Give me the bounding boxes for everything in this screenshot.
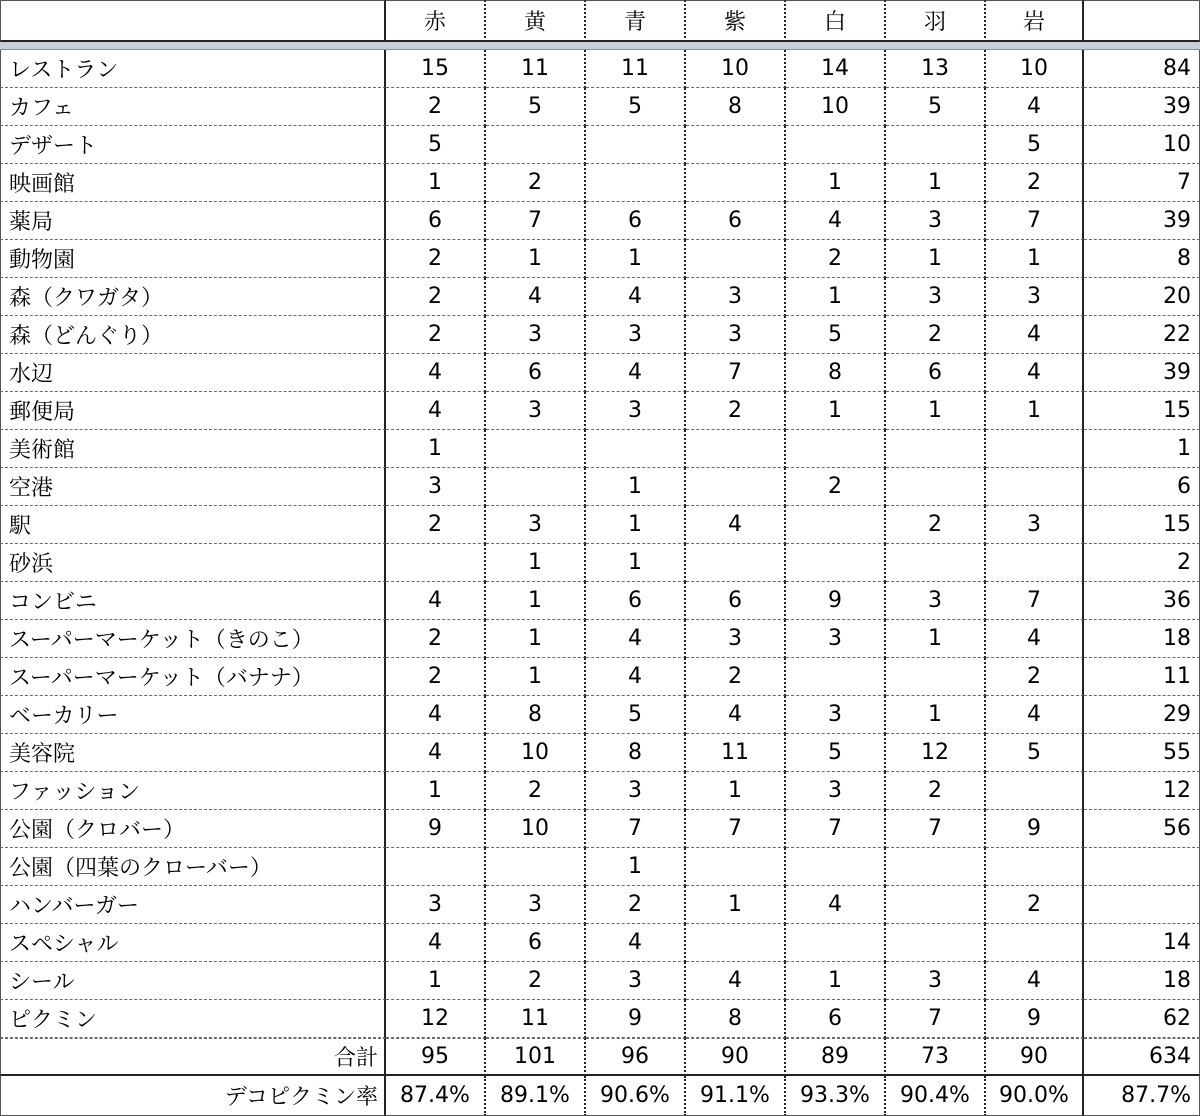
count-cell[interactable] xyxy=(586,164,686,202)
table-row xyxy=(0,962,1200,1000)
count-cell[interactable]: 3 xyxy=(886,582,986,620)
count-cell[interactable]: 9 xyxy=(986,810,1084,848)
count-cell[interactable]: 7 xyxy=(486,202,586,240)
count-cell[interactable]: 14 xyxy=(786,50,886,88)
table-row xyxy=(0,810,1200,848)
count-cell[interactable]: 11 xyxy=(686,734,786,772)
count-cell[interactable] xyxy=(786,506,886,544)
count-cell[interactable]: 5 xyxy=(986,126,1084,164)
count-cell[interactable]: 3 xyxy=(386,886,486,924)
count-cell[interactable]: 1 xyxy=(586,506,686,544)
count-cell[interactable]: 3 xyxy=(586,772,686,810)
count-cell[interactable] xyxy=(886,886,986,924)
row-label-cell[interactable]: 空港 xyxy=(0,468,386,506)
count-cell[interactable] xyxy=(486,430,586,468)
count-cell[interactable]: 11 xyxy=(586,50,686,88)
sum-cell[interactable]: 73 xyxy=(886,1038,986,1076)
count-cell[interactable] xyxy=(486,468,586,506)
count-cell[interactable]: 10 xyxy=(686,50,786,88)
count-cell[interactable]: 4 xyxy=(786,886,886,924)
count-cell[interactable]: 4 xyxy=(386,392,486,430)
count-cell[interactable] xyxy=(686,240,786,278)
count-cell[interactable]: 2 xyxy=(986,164,1084,202)
count-cell[interactable]: 3 xyxy=(486,316,586,354)
count-cell[interactable]: 2 xyxy=(486,962,586,1000)
count-cell[interactable]: 4 xyxy=(686,506,786,544)
count-cell[interactable]: 1 xyxy=(586,848,686,886)
count-cell[interactable]: 4 xyxy=(686,696,786,734)
row-total-cell[interactable]: 7 xyxy=(1084,164,1200,202)
count-cell[interactable] xyxy=(686,468,786,506)
count-cell[interactable]: 1 xyxy=(886,392,986,430)
count-cell[interactable]: 4 xyxy=(386,696,486,734)
row-total-cell[interactable]: 8 xyxy=(1084,240,1200,278)
table-row xyxy=(0,240,1200,278)
count-cell[interactable]: 1 xyxy=(386,772,486,810)
count-cell[interactable]: 4 xyxy=(586,658,686,696)
count-cell[interactable]: 4 xyxy=(586,354,686,392)
count-cell[interactable]: 4 xyxy=(986,354,1084,392)
row-total-cell[interactable]: 18 xyxy=(1084,620,1200,658)
count-cell[interactable] xyxy=(686,126,786,164)
count-cell[interactable] xyxy=(686,430,786,468)
row-total-cell[interactable]: 1 xyxy=(1084,430,1200,468)
row-total-cell[interactable]: 6 xyxy=(1084,468,1200,506)
count-cell[interactable]: 2 xyxy=(386,316,486,354)
row-label-cell[interactable]: 砂浜 xyxy=(0,544,386,582)
count-cell[interactable]: 1 xyxy=(386,430,486,468)
count-cell[interactable] xyxy=(886,430,986,468)
count-cell[interactable] xyxy=(386,848,486,886)
count-cell[interactable] xyxy=(486,848,586,886)
count-cell[interactable] xyxy=(986,468,1084,506)
count-cell[interactable] xyxy=(786,126,886,164)
count-cell[interactable] xyxy=(886,544,986,582)
count-cell[interactable]: 3 xyxy=(786,772,886,810)
row-label-cell[interactable]: スーパーマーケット（きのこ） xyxy=(0,620,386,658)
table-row xyxy=(0,392,1200,430)
count-cell[interactable]: 6 xyxy=(486,354,586,392)
count-cell[interactable]: 5 xyxy=(786,316,886,354)
count-cell[interactable]: 6 xyxy=(386,202,486,240)
count-cell[interactable]: 3 xyxy=(886,962,986,1000)
rate-cell[interactable]: 90.6% xyxy=(586,1076,686,1116)
count-cell[interactable]: 5 xyxy=(586,696,686,734)
table-row xyxy=(0,468,1200,506)
column-header[interactable]: 黄 xyxy=(486,0,586,42)
count-cell[interactable]: 1 xyxy=(486,620,586,658)
sum-cell[interactable]: 90 xyxy=(986,1038,1084,1076)
count-cell[interactable]: 6 xyxy=(486,924,586,962)
count-cell[interactable]: 10 xyxy=(786,88,886,126)
row-total-cell[interactable]: 39 xyxy=(1084,202,1200,240)
column-header[interactable]: 赤 xyxy=(386,0,486,42)
count-cell[interactable]: 1 xyxy=(886,164,986,202)
row-total-cell[interactable]: 2 xyxy=(1084,544,1200,582)
table-row xyxy=(0,506,1200,544)
count-cell[interactable]: 7 xyxy=(786,810,886,848)
row-total-cell[interactable]: 11 xyxy=(1084,658,1200,696)
count-cell[interactable]: 7 xyxy=(886,1000,986,1038)
row-total-cell[interactable]: 84 xyxy=(1084,50,1200,88)
row-label-cell[interactable]: 薬局 xyxy=(0,202,386,240)
sum-cell[interactable]: 90 xyxy=(686,1038,786,1076)
count-cell[interactable]: 6 xyxy=(786,1000,886,1038)
row-label-cell[interactable]: 公園（四葉のクローバー） xyxy=(0,848,386,886)
row-total-cell[interactable]: 18 xyxy=(1084,962,1200,1000)
rate-label-cell[interactable]: デコピクミン率 xyxy=(0,1076,386,1116)
count-cell[interactable]: 10 xyxy=(486,734,586,772)
count-cell[interactable]: 4 xyxy=(986,316,1084,354)
count-cell[interactable] xyxy=(686,924,786,962)
row-label-cell[interactable]: 水辺 xyxy=(0,354,386,392)
grand-total-cell[interactable]: 634 xyxy=(1084,1038,1200,1076)
row-total-cell[interactable]: 22 xyxy=(1084,316,1200,354)
count-cell[interactable]: 9 xyxy=(786,582,886,620)
total-column-header[interactable] xyxy=(1084,0,1200,42)
count-cell[interactable]: 4 xyxy=(486,278,586,316)
row-label-cell[interactable]: 美術館 xyxy=(0,430,386,468)
freeze-pane-divider[interactable] xyxy=(0,42,1200,50)
count-cell[interactable]: 1 xyxy=(986,392,1084,430)
row-label-cell[interactable]: ベーカリー xyxy=(0,696,386,734)
row-total-cell[interactable]: 15 xyxy=(1084,506,1200,544)
count-cell[interactable]: 1 xyxy=(886,696,986,734)
count-cell[interactable]: 8 xyxy=(586,734,686,772)
count-cell[interactable]: 7 xyxy=(986,582,1084,620)
count-cell[interactable] xyxy=(886,848,986,886)
count-cell[interactable]: 2 xyxy=(386,240,486,278)
count-cell[interactable]: 6 xyxy=(586,582,686,620)
sum-cell[interactable]: 96 xyxy=(586,1038,686,1076)
count-cell[interactable]: 5 xyxy=(386,126,486,164)
count-cell[interactable]: 7 xyxy=(586,810,686,848)
count-cell[interactable]: 3 xyxy=(686,620,786,658)
count-cell[interactable]: 1 xyxy=(786,278,886,316)
rate-row xyxy=(0,1076,1200,1116)
count-cell[interactable]: 2 xyxy=(686,392,786,430)
count-cell[interactable] xyxy=(786,658,886,696)
count-cell[interactable]: 7 xyxy=(986,202,1084,240)
count-cell[interactable]: 1 xyxy=(686,772,786,810)
count-cell[interactable]: 2 xyxy=(386,620,486,658)
count-cell[interactable]: 1 xyxy=(486,582,586,620)
row-total-cell[interactable]: 20 xyxy=(1084,278,1200,316)
count-cell[interactable]: 2 xyxy=(986,886,1084,924)
row-total-cell[interactable]: 15 xyxy=(1084,392,1200,430)
count-cell[interactable] xyxy=(786,430,886,468)
row-label-cell[interactable]: シール xyxy=(0,962,386,1000)
count-cell[interactable]: 2 xyxy=(786,240,886,278)
count-cell[interactable]: 2 xyxy=(886,506,986,544)
count-cell[interactable]: 3 xyxy=(486,506,586,544)
row-total-cell[interactable]: 39 xyxy=(1084,354,1200,392)
count-cell[interactable]: 2 xyxy=(586,886,686,924)
row-label-cell[interactable]: 森（クワガタ） xyxy=(0,278,386,316)
count-cell[interactable]: 13 xyxy=(886,50,986,88)
count-cell[interactable]: 8 xyxy=(786,354,886,392)
table-row xyxy=(0,772,1200,810)
count-cell[interactable]: 7 xyxy=(686,810,786,848)
rate-cell[interactable]: 87.4% xyxy=(386,1076,486,1116)
count-cell[interactable]: 1 xyxy=(486,544,586,582)
count-cell[interactable]: 5 xyxy=(886,88,986,126)
rate-cell[interactable]: 90.4% xyxy=(886,1076,986,1116)
count-cell[interactable] xyxy=(986,848,1084,886)
count-cell[interactable]: 3 xyxy=(786,620,886,658)
overall-rate-cell[interactable]: 87.7% xyxy=(1084,1076,1200,1116)
row-label-cell[interactable]: 駅 xyxy=(0,506,386,544)
row-label-cell[interactable]: カフェ xyxy=(0,88,386,126)
row-label-cell[interactable]: レストラン xyxy=(0,50,386,88)
count-cell[interactable] xyxy=(986,772,1084,810)
count-cell[interactable]: 4 xyxy=(986,962,1084,1000)
row-label-cell[interactable]: スーパーマーケット（バナナ） xyxy=(0,658,386,696)
count-cell[interactable]: 6 xyxy=(886,354,986,392)
count-cell[interactable]: 2 xyxy=(386,88,486,126)
count-cell[interactable]: 5 xyxy=(586,88,686,126)
count-cell[interactable]: 2 xyxy=(786,468,886,506)
table-row xyxy=(0,430,1200,468)
sum-cell[interactable]: 101 xyxy=(486,1038,586,1076)
count-cell[interactable] xyxy=(386,544,486,582)
row-total-cell[interactable]: 10 xyxy=(1084,126,1200,164)
table-row xyxy=(0,544,1200,582)
row-total-cell[interactable] xyxy=(1084,848,1200,886)
count-cell[interactable]: 1 xyxy=(786,392,886,430)
count-cell[interactable]: 2 xyxy=(686,658,786,696)
rate-cell[interactable]: 91.1% xyxy=(686,1076,786,1116)
count-cell[interactable]: 4 xyxy=(986,88,1084,126)
table-row xyxy=(0,164,1200,202)
count-cell[interactable]: 6 xyxy=(686,582,786,620)
table-row xyxy=(0,734,1200,772)
row-total-cell[interactable]: 14 xyxy=(1084,924,1200,962)
count-cell[interactable]: 3 xyxy=(786,696,886,734)
table-row xyxy=(0,696,1200,734)
column-header[interactable]: 羽 xyxy=(886,0,986,42)
count-cell[interactable]: 1 xyxy=(886,620,986,658)
header-corner-cell[interactable] xyxy=(0,0,386,42)
row-label-cell[interactable]: スペシャル xyxy=(0,924,386,962)
count-cell[interactable]: 3 xyxy=(686,278,786,316)
count-cell[interactable]: 1 xyxy=(986,240,1084,278)
count-cell[interactable] xyxy=(986,544,1084,582)
count-cell[interactable] xyxy=(686,848,786,886)
table-row xyxy=(0,582,1200,620)
count-cell[interactable] xyxy=(886,468,986,506)
count-cell[interactable]: 3 xyxy=(386,468,486,506)
count-cell[interactable]: 1 xyxy=(486,240,586,278)
sum-cell[interactable]: 95 xyxy=(386,1038,486,1076)
count-cell[interactable] xyxy=(786,924,886,962)
table-row xyxy=(0,620,1200,658)
table-row xyxy=(0,88,1200,126)
count-cell[interactable]: 8 xyxy=(686,88,786,126)
count-cell[interactable]: 4 xyxy=(786,202,886,240)
count-cell[interactable]: 4 xyxy=(586,278,686,316)
count-cell[interactable]: 11 xyxy=(486,50,586,88)
row-total-cell[interactable]: 56 xyxy=(1084,810,1200,848)
count-cell[interactable]: 4 xyxy=(686,962,786,1000)
count-cell[interactable] xyxy=(786,848,886,886)
sum-cell[interactable]: 89 xyxy=(786,1038,886,1076)
row-label-cell[interactable]: 郵便局 xyxy=(0,392,386,430)
count-cell[interactable]: 2 xyxy=(986,658,1084,696)
table-row xyxy=(0,658,1200,696)
count-cell[interactable]: 2 xyxy=(386,658,486,696)
column-header[interactable]: 岩 xyxy=(986,0,1084,42)
rate-cell[interactable]: 90.0% xyxy=(986,1076,1084,1116)
row-label-cell[interactable]: 動物園 xyxy=(0,240,386,278)
count-cell[interactable]: 5 xyxy=(486,88,586,126)
count-cell[interactable]: 12 xyxy=(886,734,986,772)
count-cell[interactable]: 3 xyxy=(586,392,686,430)
table-row xyxy=(0,50,1200,88)
count-cell[interactable]: 3 xyxy=(886,278,986,316)
row-label-cell[interactable]: 映画館 xyxy=(0,164,386,202)
count-cell[interactable]: 8 xyxy=(686,1000,786,1038)
count-cell[interactable]: 10 xyxy=(486,810,586,848)
count-cell[interactable]: 3 xyxy=(486,392,586,430)
count-cell[interactable]: 5 xyxy=(786,734,886,772)
count-cell[interactable]: 1 xyxy=(786,962,886,1000)
count-cell[interactable] xyxy=(886,658,986,696)
table-row xyxy=(0,202,1200,240)
sum-row xyxy=(0,1038,1200,1076)
row-total-cell[interactable]: 36 xyxy=(1084,582,1200,620)
count-cell[interactable]: 4 xyxy=(386,924,486,962)
table-row xyxy=(0,924,1200,962)
count-cell[interactable]: 11 xyxy=(486,1000,586,1038)
row-label-cell[interactable]: コンビニ xyxy=(0,582,386,620)
table-row xyxy=(0,126,1200,164)
count-cell[interactable]: 3 xyxy=(986,506,1084,544)
count-cell[interactable]: 6 xyxy=(686,202,786,240)
header-row xyxy=(0,0,1200,42)
count-cell[interactable]: 4 xyxy=(986,620,1084,658)
count-cell[interactable]: 4 xyxy=(386,354,486,392)
row-total-cell[interactable]: 55 xyxy=(1084,734,1200,772)
count-cell[interactable]: 3 xyxy=(986,278,1084,316)
count-cell[interactable]: 3 xyxy=(686,316,786,354)
count-cell[interactable]: 7 xyxy=(686,354,786,392)
count-cell[interactable]: 2 xyxy=(886,772,986,810)
count-cell[interactable] xyxy=(986,430,1084,468)
count-cell[interactable]: 4 xyxy=(586,620,686,658)
freeze-pane-bar[interactable] xyxy=(0,42,1200,50)
table-row xyxy=(0,886,1200,924)
count-cell[interactable]: 1 xyxy=(586,544,686,582)
count-cell[interactable] xyxy=(486,126,586,164)
row-label-cell[interactable]: 森（どんぐり） xyxy=(0,316,386,354)
count-cell[interactable]: 1 xyxy=(386,164,486,202)
count-cell[interactable] xyxy=(586,430,686,468)
column-header[interactable]: 白 xyxy=(786,0,886,42)
count-cell[interactable]: 4 xyxy=(386,734,486,772)
count-cell[interactable] xyxy=(686,544,786,582)
row-label-cell[interactable]: ファッション xyxy=(0,772,386,810)
count-cell[interactable] xyxy=(886,924,986,962)
count-cell[interactable] xyxy=(986,924,1084,962)
row-label-cell[interactable]: デザート xyxy=(0,126,386,164)
count-cell[interactable]: 8 xyxy=(486,696,586,734)
count-cell[interactable]: 2 xyxy=(486,164,586,202)
table-row xyxy=(0,848,1200,886)
count-cell[interactable]: 10 xyxy=(986,50,1084,88)
count-cell[interactable] xyxy=(886,126,986,164)
count-cell[interactable]: 2 xyxy=(386,506,486,544)
count-cell[interactable]: 2 xyxy=(386,278,486,316)
count-cell[interactable]: 2 xyxy=(886,316,986,354)
count-cell[interactable]: 1 xyxy=(386,962,486,1000)
table-row xyxy=(0,1000,1200,1038)
count-cell[interactable] xyxy=(586,126,686,164)
count-cell[interactable]: 2 xyxy=(486,772,586,810)
count-cell[interactable]: 7 xyxy=(886,810,986,848)
count-cell[interactable]: 4 xyxy=(986,696,1084,734)
table-row xyxy=(0,354,1200,392)
row-label-cell[interactable]: 美容院 xyxy=(0,734,386,772)
count-cell[interactable]: 1 xyxy=(586,240,686,278)
row-total-cell[interactable]: 29 xyxy=(1084,696,1200,734)
count-cell[interactable]: 5 xyxy=(986,734,1084,772)
count-cell[interactable]: 4 xyxy=(386,582,486,620)
count-cell[interactable]: 9 xyxy=(586,1000,686,1038)
count-cell[interactable]: 3 xyxy=(586,316,686,354)
count-cell[interactable]: 1 xyxy=(586,468,686,506)
count-cell[interactable]: 4 xyxy=(586,924,686,962)
count-cell[interactable] xyxy=(786,544,886,582)
count-cell[interactable]: 3 xyxy=(486,886,586,924)
row-total-cell[interactable] xyxy=(1084,886,1200,924)
count-cell[interactable]: 1 xyxy=(786,164,886,202)
table-row xyxy=(0,278,1200,316)
count-cell[interactable]: 3 xyxy=(886,202,986,240)
row-total-cell[interactable]: 62 xyxy=(1084,1000,1200,1038)
rate-cell[interactable]: 93.3% xyxy=(786,1076,886,1116)
row-total-cell[interactable]: 12 xyxy=(1084,772,1200,810)
table-row xyxy=(0,316,1200,354)
count-cell[interactable]: 9 xyxy=(386,810,486,848)
count-cell[interactable]: 6 xyxy=(586,202,686,240)
row-label-cell[interactable]: ピクミン xyxy=(0,1000,386,1038)
count-cell[interactable]: 9 xyxy=(986,1000,1084,1038)
count-cell[interactable]: 12 xyxy=(386,1000,486,1038)
count-cell[interactable]: 1 xyxy=(686,886,786,924)
count-cell[interactable]: 1 xyxy=(486,658,586,696)
row-total-cell[interactable]: 39 xyxy=(1084,88,1200,126)
count-cell[interactable] xyxy=(686,164,786,202)
row-label-cell[interactable]: ハンバーガー xyxy=(0,886,386,924)
count-cell[interactable]: 15 xyxy=(386,50,486,88)
column-header[interactable]: 紫 xyxy=(686,0,786,42)
row-label-cell[interactable]: 公園（クロバー） xyxy=(0,810,386,848)
sum-label-cell[interactable]: 合計 xyxy=(0,1038,386,1076)
count-cell[interactable]: 3 xyxy=(586,962,686,1000)
rate-cell[interactable]: 89.1% xyxy=(486,1076,586,1116)
count-cell[interactable]: 1 xyxy=(886,240,986,278)
column-header[interactable]: 青 xyxy=(586,0,686,42)
